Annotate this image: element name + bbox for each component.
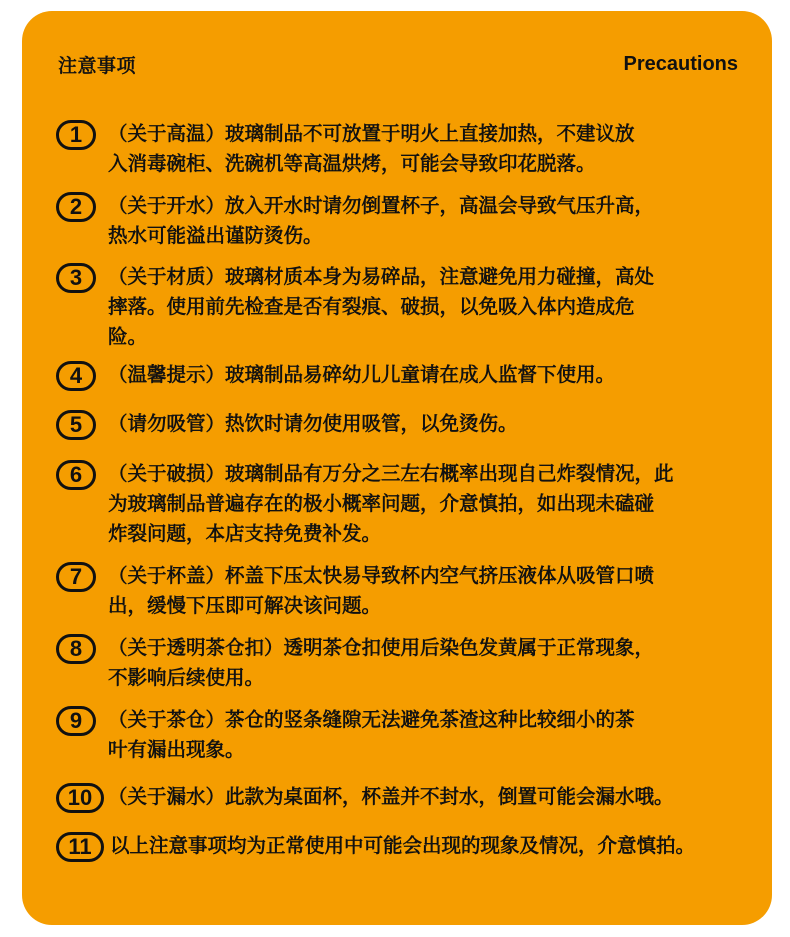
- circled-number-badge: 9: [56, 706, 96, 736]
- precaution-text: （温馨提示）玻璃制品易碎幼儿儿童请在成人监督下使用。: [108, 363, 616, 386]
- precaution-text: （关于材质）玻璃材质本身为易碎品，注意避免用力碰撞，高处 摔落。使用前先检查是否有裂痕、破损，以免吸入体内造成危 险。: [108, 265, 655, 348]
- title-english: Precautions: [623, 52, 738, 75]
- circled-number-badge: 1: [56, 120, 96, 150]
- circled-number-badge: 10: [56, 783, 104, 813]
- circled-number-badge: 7: [56, 562, 96, 592]
- circled-number-badge: 6: [56, 460, 96, 490]
- precautions-card: [22, 11, 772, 925]
- precaution-text: （关于漏水）此款为桌面杯，杯盖并不封水，倒置可能会漏水哦。: [108, 785, 674, 808]
- circled-number-badge: 2: [56, 192, 96, 222]
- circled-number-badge: 5: [56, 410, 96, 440]
- precaution-text: （请勿吸管）热饮时请勿使用吸管，以免烫伤。: [108, 412, 518, 435]
- title-chinese: 注意事项: [58, 54, 137, 77]
- precaution-text: （关于破损）玻璃制品有万分之三左右概率出现自己炸裂情况，此 为玻璃制品普遍存在的极小概率问题，介意慎拍，如出现未磕碰 炸裂问题，本店支持免费补发。: [108, 462, 674, 545]
- precaution-text: 以上注意事项均为正常使用中可能会出现的现象及情况，介意慎拍。: [110, 834, 696, 857]
- circled-number-badge: 8: [56, 634, 96, 664]
- precaution-text: （关于透明茶仓扣）透明茶仓扣使用后染色发黄属于正常现象， 不影响后续使用。: [108, 636, 655, 689]
- circled-number-badge: 4: [56, 361, 96, 391]
- precaution-text: （关于杯盖）杯盖下压太快易导致杯内空气挤压液体从吸管口喷 出，缓慢下压即可解决该问题。: [108, 564, 655, 617]
- precaution-text: （关于茶仓）茶仓的竖条缝隙无法避免茶渣这种比较细小的茶 叶有漏出现象。: [108, 708, 635, 761]
- precaution-text: （关于高温）玻璃制品不可放置于明火上直接加热，不建议放 入消毒碗柜、洗碗机等高温烘烤，可能会导致印花脱落。: [108, 122, 635, 175]
- circled-number-badge: 11: [56, 832, 104, 862]
- circled-number-badge: 3: [56, 263, 96, 293]
- precaution-text: （关于开水）放入开水时请勿倒置杯子，高温会导致气压升高， 热水可能溢出谨防烫伤。: [108, 194, 655, 247]
- header: [58, 51, 738, 77]
